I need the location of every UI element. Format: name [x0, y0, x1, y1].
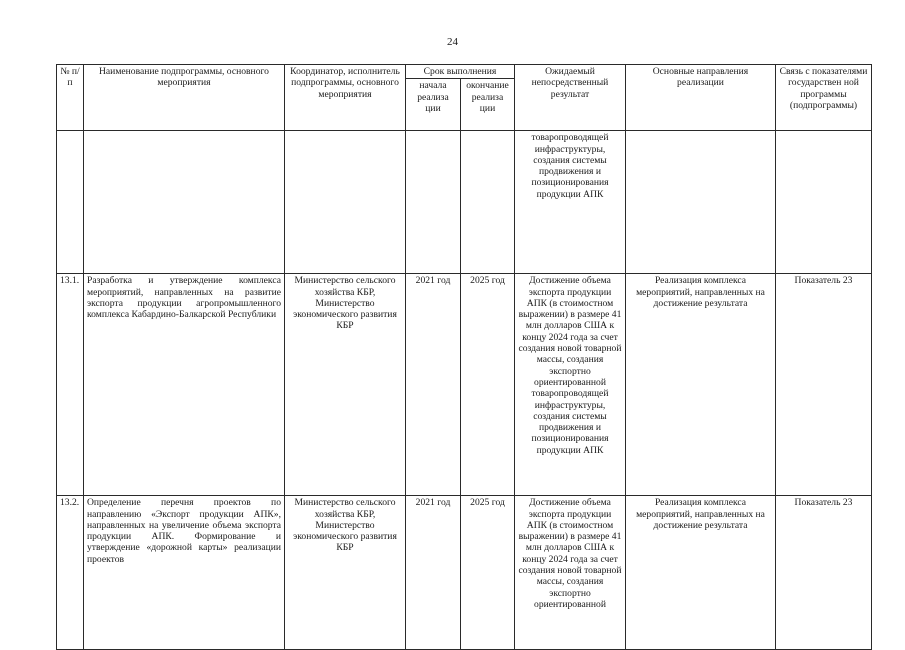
- header-num: № п/п: [57, 65, 84, 131]
- row-link: Показатель 23: [776, 274, 872, 496]
- row-directions: Реализация комплекса мероприятий, направленных на достижение результата: [626, 496, 776, 650]
- header-term: Срок выполнения: [406, 65, 515, 79]
- row-end: 2025 год: [461, 274, 515, 496]
- table-row: [57, 274, 872, 496]
- row-end: 2025 год: [461, 496, 515, 650]
- header-directions: Основные направления реализации: [626, 65, 776, 131]
- row-directions: Реализация комплекса мероприятий, направленных на достижение результата: [626, 274, 776, 496]
- header-name: Наименование подпрограммы, основного мероприятия: [84, 65, 285, 131]
- header-end: окончание реализа ции: [461, 79, 515, 131]
- row-name: Разработка и утверждение комплекса мероприятий, направленных на развитие экспорта продукции агропромышленного комплекса Кабардино-Балкарской Республики: [84, 274, 285, 496]
- row-coordinator: Министерство сельского хозяйства КБР, Министерство экономического развития КБР: [285, 496, 406, 650]
- header-result: Ожидаемый непосредственный результат: [515, 65, 626, 131]
- row-coordinator: Министерство сельского хозяйства КБР, Министерство экономического развития КБР: [285, 274, 406, 496]
- continuation-result: товаропроводящей инфраструктуры, создания системы продвижения и позиционирования продукции АПК: [515, 131, 626, 274]
- row-number: 13.1.: [57, 274, 84, 496]
- row-number: 13.2.: [57, 496, 84, 650]
- row-link: Показатель 23: [776, 496, 872, 650]
- row-start: 2021 год: [406, 496, 461, 650]
- program-table: [56, 64, 872, 650]
- header-coordinator: Координатор, исполнитель подпрограммы, основного мероприятия: [285, 65, 406, 131]
- row-name: Определение перечня проектов по направлению «Экспорт продукции АПК», направленных на увеличение объема экспорта продукции АПК. Формирование и утверждение «дорожной карты» реализации проектов: [84, 496, 285, 650]
- row-result: Достижение объема экспорта продукции АПК (в стоимостном выражении) в размере 41 млн долларов США к концу 2024 года за счет создания новой товарной массы, создания экспортно ориентированной товаропроводящей инфраструктуры, создания системы продвижения и позиционирования продукции АПК: [515, 274, 626, 496]
- header-start: начала реализа ции: [406, 79, 461, 131]
- header-link: Связь с показателями государствен ной программы (подпрограммы): [776, 65, 872, 131]
- page-number: 24: [447, 36, 458, 48]
- continuation-row: [57, 131, 872, 274]
- row-result: Достижение объема экспорта продукции АПК (в стоимостном выражении) в размере 41 млн долларов США к концу 2024 года за счет создания новой товарной массы, создания экспортно ориентированной: [515, 496, 626, 650]
- row-start: 2021 год: [406, 274, 461, 496]
- table-row: [57, 496, 872, 650]
